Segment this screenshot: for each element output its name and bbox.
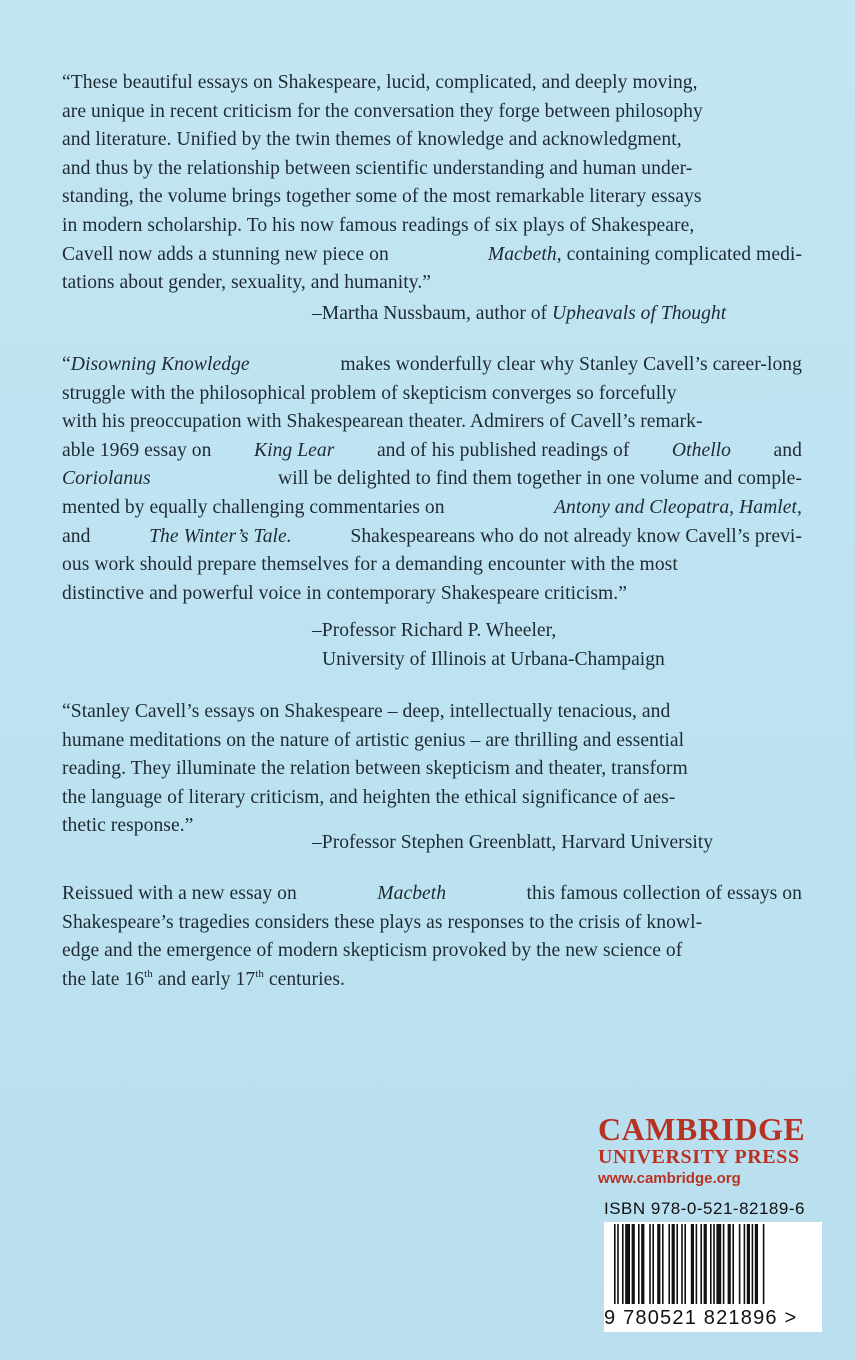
blurb-line: distinctive and powerful voice in contemporary Shakespeare criticism.”	[62, 582, 627, 604]
blurb-line: tations about gender, sexuality, and humanity.”	[62, 272, 432, 294]
description-line: Shakespeare’s tragedies considers these plays as responses to the crisis of knowl-	[62, 911, 703, 933]
book-description	[62, 883, 802, 997]
blurb-line: able 1969 essay on King Lear and of his published readings of Othello and	[62, 439, 802, 461]
blurb-line: in modern scholarship. To his now famous readings of six plays of Shakespeare,	[62, 214, 695, 236]
book-title: Macbeth	[487, 243, 557, 265]
blurb-line: “Disowning Knowledge makes wonderfully clear why Stanley Cavell’s career-long	[62, 354, 802, 375]
blurb-line: and The Winter’s Tale. Shakespeareans who do not already know Cavell’s previ-	[62, 525, 802, 547]
blurb-line: with his preoccupation with Shakespearean theater. Admirers of Cavell’s remark-	[62, 411, 703, 433]
blurb-line: “These beautiful essays on Shakespeare, lucid, complicated, and deeply moving,	[62, 72, 698, 93]
isbn-barcode	[604, 1198, 822, 1334]
blurb-line: struggle with the philosophical problem of skepticism converges so forcefully	[62, 382, 677, 404]
blurb-line: standing, the volume brings together some of the most remarkable literary essays	[62, 186, 702, 208]
description-line: the late 16th and early 17th centuries.	[62, 967, 345, 990]
blurb-line: the language of literary criticism, and heighten the ethical significance of aes-	[62, 786, 676, 808]
attribution-greenblatt: –Professor Stephen Greenblatt, Harvard University	[312, 832, 714, 853]
blurb-line: are unique in recent criticism for the conversation they forge between philosophy	[62, 100, 703, 122]
isbn-digits: 9 780521 821896 >	[604, 1304, 822, 1332]
blurb-line: Cavell now adds a stunning new piece on Macbeth, containing complicated medi-	[62, 243, 802, 265]
blurb-line: mented by equally challenging commentaries on Antony and Cleopatra, Hamlet,	[62, 496, 802, 518]
publisher-subtitle: UNIVERSITY PRESS	[598, 1146, 800, 1168]
publisher-url: www.cambridge.org	[598, 1170, 741, 1187]
attribution-wheeler: –Professor Richard P. Wheeler, University of Illinois at Urbana-Champaign	[312, 620, 665, 670]
blurb-line: and thus by the relationship between scientific understanding and human under-	[62, 157, 693, 179]
blurb-line: and literature. Unified by the twin themes of knowledge and acknowledgment,	[62, 129, 682, 151]
blurb-line: reading. They illuminate the relation between skepticism and theater, transform	[62, 758, 688, 780]
blurb-nussbaum	[62, 72, 802, 301]
blurb-line: Coriolanus will be delighted to find them together in one volume and comple-	[62, 468, 802, 490]
blurb-greenblatt	[62, 701, 802, 844]
blurb-line: humane meditations on the nature of artistic genius – are thrilling and essential	[62, 729, 685, 751]
description-line: edge and the emergence of modern skepticism provoked by the new science of	[62, 940, 683, 962]
blurb-line: thetic response.”	[62, 815, 194, 837]
blurb-wheeler	[62, 354, 802, 611]
blurb-line: ous work should prepare themselves for a demanding encounter with the most	[62, 554, 678, 576]
barcode-bars	[604, 1222, 822, 1307]
isbn-label: ISBN 978-0-521-82189-6	[604, 1199, 805, 1218]
blurb-line: “Stanley Cavell’s essays on Shakespeare – deep, intellectually tenacious, and	[62, 701, 671, 722]
publisher-logo	[598, 1112, 823, 1190]
description-line: Reissued with a new essay on Macbeth this famous collection of essays on	[62, 883, 802, 904]
publisher-name: CAMBRIDGE	[598, 1111, 806, 1147]
attribution-nussbaum: –Martha Nussbaum, author of Upheavals of Thought	[312, 303, 727, 324]
